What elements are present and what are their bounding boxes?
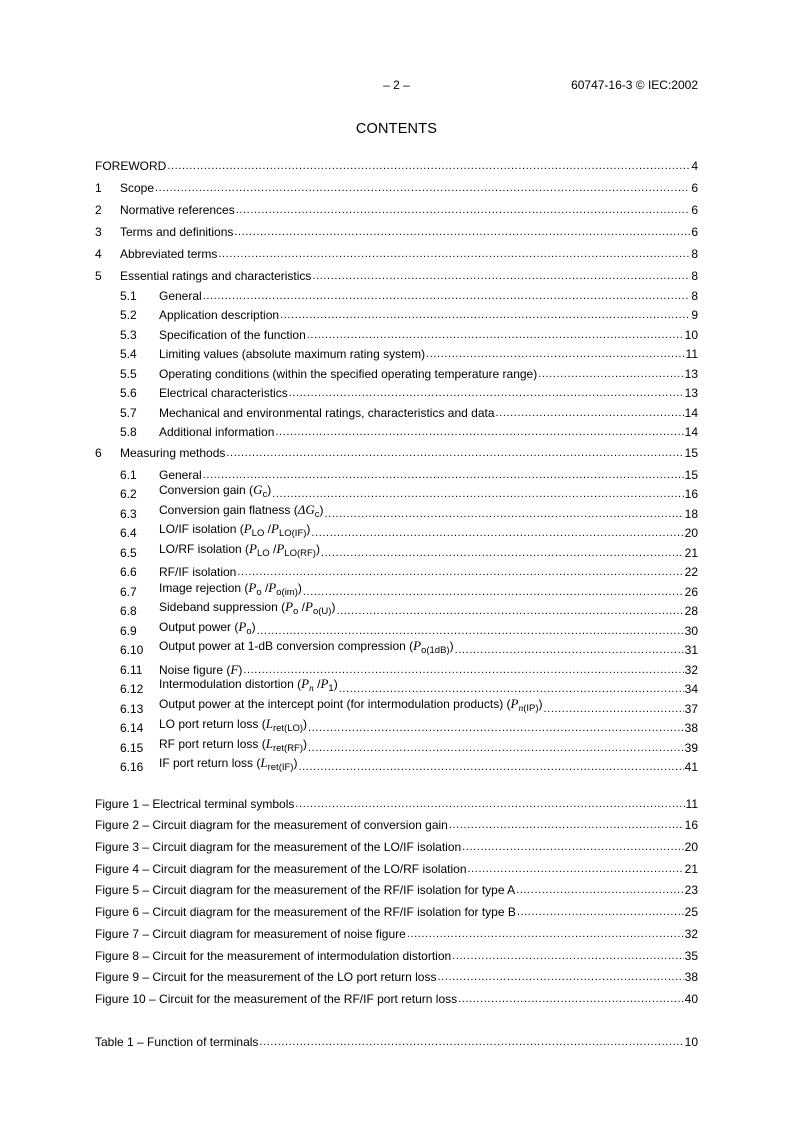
figure-entry[interactable] bbox=[95, 964, 698, 986]
toc-entry-label: Abbreviated terms bbox=[120, 247, 218, 261]
toc-entry-page: 13 bbox=[684, 386, 698, 400]
toc-entry-label: Additional information bbox=[159, 425, 275, 439]
toc-entry-number: 5.2 bbox=[120, 308, 137, 322]
dot-leader bbox=[516, 883, 683, 898]
dot-leader bbox=[155, 181, 690, 196]
toc-entry-page: 26 bbox=[684, 584, 698, 599]
toc-entry-number: 6.9 bbox=[120, 623, 137, 638]
figure-entry-label: Figure 10 – Circuit for the measurement of the RF/IF port return loss bbox=[95, 991, 458, 1006]
dot-leader bbox=[449, 818, 684, 833]
figure-entry-label: Figure 3 – Circuit diagram for the measurement of the LO/IF isolation bbox=[95, 840, 462, 855]
toc-entry-6-2[interactable] bbox=[95, 483, 698, 503]
dot-leader bbox=[538, 367, 683, 382]
toc-entry-page: 10 bbox=[684, 327, 698, 342]
toc-entry-page: 32 bbox=[684, 662, 698, 677]
dot-leader bbox=[257, 624, 684, 639]
toc-entry-page: 8 bbox=[691, 269, 698, 283]
toc-entry-number: 6.15 bbox=[120, 740, 144, 755]
figure-entry[interactable] bbox=[95, 877, 698, 899]
toc-entry-5-4[interactable] bbox=[95, 343, 698, 363]
table-entry[interactable] bbox=[95, 1034, 698, 1050]
toc-entry-page: 15 bbox=[684, 445, 698, 460]
toc-entry-1[interactable] bbox=[95, 174, 698, 196]
toc-entry-page: 9 bbox=[691, 308, 698, 322]
toc-entry-page: 6 bbox=[691, 225, 698, 239]
toc-entry-label: IF port return loss $(L_{ret(IF)})$ bbox=[159, 755, 298, 773]
dot-leader bbox=[407, 927, 684, 942]
toc-entry-number: 6.12 bbox=[120, 682, 144, 696]
toc-entry-label: RF port return loss $(L_{ret(RF)})$ bbox=[159, 735, 308, 754]
toc-entry-5-2[interactable] bbox=[95, 304, 698, 324]
dot-leader bbox=[280, 308, 690, 323]
page-header bbox=[95, 78, 698, 94]
figure-entry[interactable] bbox=[95, 985, 698, 1007]
dot-leader bbox=[272, 487, 683, 502]
toc-entry-number: 6.7 bbox=[120, 584, 137, 599]
dot-leader bbox=[275, 425, 683, 440]
toc-entry-page: 21 bbox=[684, 545, 698, 560]
toc-entry-5[interactable] bbox=[95, 262, 698, 284]
figure-entry-label: Figure 5 – Circuit diagram for the measurement of the RF/IF isolation for type A bbox=[95, 883, 516, 898]
toc-entry-page: 41 bbox=[684, 760, 698, 774]
figure-entry-page: 40 bbox=[684, 991, 698, 1006]
table-entry-label: Table 1 – Function of terminals bbox=[95, 1035, 259, 1049]
figure-entry[interactable] bbox=[95, 898, 698, 920]
dot-leader bbox=[517, 905, 684, 920]
dot-leader bbox=[237, 565, 683, 580]
toc-entry-5-5[interactable] bbox=[95, 362, 698, 382]
toc-entry-3[interactable] bbox=[95, 218, 698, 240]
toc-entry-label: Essential ratings and characteristics bbox=[120, 269, 312, 283]
toc-entry-page: 16 bbox=[684, 487, 698, 501]
toc-entry-page: 34 bbox=[684, 682, 698, 696]
figure-entry-page: 35 bbox=[684, 948, 698, 963]
toc-entry-6-7[interactable] bbox=[95, 580, 698, 600]
dot-leader bbox=[544, 702, 684, 717]
dot-leader bbox=[298, 760, 683, 775]
toc-entry-label: Electrical characteristics bbox=[159, 386, 288, 400]
toc-entry-label: Application description bbox=[159, 308, 280, 322]
figure-entry-label: Figure 4 – Circuit diagram for the measurement of the LO/RF isolation bbox=[95, 861, 467, 876]
toc-entry-label: Limiting values (absolute maximum rating system) bbox=[159, 347, 426, 361]
toc-entry-number: 6.2 bbox=[120, 487, 137, 501]
toc-entry-label: General bbox=[159, 288, 202, 303]
figure-entry-page: 21 bbox=[684, 861, 698, 876]
toc-entry-5-3[interactable] bbox=[95, 323, 698, 343]
dot-leader bbox=[426, 347, 684, 362]
toc-entry-number: 4 bbox=[95, 247, 102, 261]
dot-leader bbox=[303, 585, 684, 600]
toc-entry-6-5[interactable] bbox=[95, 541, 698, 561]
toc-entry-6-16[interactable] bbox=[95, 756, 698, 776]
dot-leader bbox=[259, 1035, 683, 1050]
dot-leader bbox=[312, 269, 690, 284]
toc-entry-foreword[interactable] bbox=[95, 152, 698, 174]
dot-leader bbox=[452, 949, 683, 964]
toc-entry-5-7[interactable] bbox=[95, 401, 698, 421]
toc-entry-number: 6.11 bbox=[120, 662, 143, 677]
dot-leader bbox=[325, 507, 684, 522]
toc-entry-number: 6.10 bbox=[120, 643, 144, 657]
toc-entry-page: 15 bbox=[684, 467, 698, 482]
toc-entry-label: Intermodulation distortion ($P_n$ $/P_1$) bbox=[159, 676, 338, 694]
toc-entry-5-1[interactable] bbox=[95, 284, 698, 304]
list-of-tables bbox=[95, 1034, 698, 1050]
toc-entry-label: LO/RF isolation ($P_{LO}$ $/P_{LO(RF)}$) bbox=[159, 540, 320, 559]
toc-entry-number: 6.13 bbox=[120, 701, 144, 716]
toc-entry-label: Noise figure (F) bbox=[159, 661, 243, 677]
toc-entry-number: 6.1 bbox=[120, 467, 137, 482]
toc-entry-number: 1 bbox=[95, 181, 102, 195]
figure-entry-page: 23 bbox=[684, 883, 698, 898]
toc-entry-6-9[interactable] bbox=[95, 619, 698, 639]
toc-entry-label: Image rejection ($P_o$ $/P_{o(im)}$) bbox=[159, 579, 302, 598]
dot-leader bbox=[295, 797, 684, 812]
toc-entry-number: 5.5 bbox=[120, 366, 137, 381]
figure-entry-page: 38 bbox=[684, 970, 698, 985]
dot-leader bbox=[458, 992, 683, 1007]
dot-leader bbox=[167, 159, 690, 174]
toc-entry-number: 2 bbox=[95, 203, 102, 217]
figure-entry-label: Figure 1 – Electrical terminal symbols bbox=[95, 796, 295, 811]
toc-entry-number: 6.16 bbox=[120, 760, 144, 774]
toc-entry-page: 28 bbox=[684, 604, 698, 618]
figure-entry-page: 20 bbox=[684, 840, 698, 855]
dot-leader bbox=[468, 862, 684, 877]
page-title: CONTENTS bbox=[355, 121, 438, 137]
toc-entry-page: 31 bbox=[684, 643, 698, 657]
toc-entry-page: 6 bbox=[691, 203, 698, 217]
figure-entry[interactable] bbox=[95, 855, 698, 877]
toc-entry-label: Output power at 1-dB conversion compression $(P_{o(1dB)})$ bbox=[159, 638, 454, 656]
toc-entry-page: 22 bbox=[684, 565, 698, 579]
toc-entry-page: 30 bbox=[684, 623, 698, 638]
toc-entry-number: 5.6 bbox=[120, 386, 137, 400]
toc-entry-label: LO port return loss $(L_{ret(LO)})$ bbox=[159, 716, 308, 734]
toc-entry-number: 5.1 bbox=[120, 288, 137, 303]
toc-entry-page: 8 bbox=[691, 288, 698, 303]
toc-entry-6-6[interactable] bbox=[95, 561, 698, 581]
toc-entry-number: 6.14 bbox=[120, 721, 144, 735]
toc-entry-label: Conversion gain flatness $(\Delta G_c)$ bbox=[159, 501, 324, 520]
toc-entry-number: 5.8 bbox=[120, 425, 137, 439]
toc-entry-page: 13 bbox=[684, 366, 698, 381]
toc-entry-page: 20 bbox=[684, 526, 698, 540]
list-of-figures bbox=[95, 790, 698, 1007]
toc-entry-page: 38 bbox=[684, 721, 698, 735]
toc-entry-label: Specification of the function bbox=[159, 327, 306, 342]
toc-entry-page: 6 bbox=[691, 181, 698, 195]
dot-leader bbox=[203, 289, 691, 304]
dot-leader bbox=[236, 203, 691, 218]
toc-entry-page: 37 bbox=[684, 701, 698, 716]
toc-entry-6-10[interactable] bbox=[95, 639, 698, 659]
toc-entry-6-4[interactable] bbox=[95, 522, 698, 542]
figure-entry[interactable] bbox=[95, 790, 698, 812]
toc-entry-2[interactable] bbox=[95, 196, 698, 218]
toc-entry-5-8[interactable] bbox=[95, 421, 698, 441]
dot-leader bbox=[307, 328, 684, 343]
toc-entry-page: 14 bbox=[684, 425, 698, 439]
dot-leader bbox=[203, 468, 684, 483]
dot-leader bbox=[218, 247, 690, 262]
toc-entry-number: 5 bbox=[95, 269, 102, 283]
figure-entry-page: 32 bbox=[684, 926, 698, 941]
figure-entry[interactable] bbox=[95, 920, 698, 942]
toc-entry-6-13[interactable] bbox=[95, 697, 698, 717]
figure-entry[interactable] bbox=[95, 812, 698, 834]
figure-entry-label: Figure 8 – Circuit for the measurement of intermodulation distortion bbox=[95, 948, 452, 963]
toc-entry-6-1[interactable] bbox=[95, 461, 698, 483]
toc-entry-label: Sideband suppression ($P_o$ $/P_{o(U)}$) bbox=[159, 599, 336, 617]
toc-sections bbox=[95, 152, 698, 775]
toc-entry-number: 5.7 bbox=[120, 405, 137, 420]
document-id: 60747-16-3 © IEC:2002 bbox=[571, 78, 698, 92]
toc-entry-page: 14 bbox=[684, 405, 698, 420]
toc-entry-label: LO/IF isolation ($P_{LO}$ $/P_{LO(IF)}$) bbox=[159, 521, 311, 539]
toc-entry-6[interactable] bbox=[95, 440, 698, 461]
figure-entry-label: Figure 7 – Circuit diagram for measurement of noise figure bbox=[95, 926, 406, 941]
toc-entry-6-14[interactable] bbox=[95, 717, 698, 737]
toc-entry-5-6[interactable] bbox=[95, 382, 698, 402]
toc-entry-label: Output power at the intercept point (for intermodulation products) $(P_{n(IP)})$ bbox=[159, 695, 543, 714]
dot-leader bbox=[234, 225, 690, 240]
toc-entry-label: Operating conditions (within the specified operating temperature range) bbox=[159, 366, 538, 381]
dot-leader bbox=[321, 546, 684, 561]
toc-entry-number: 5.4 bbox=[120, 347, 137, 361]
dot-leader bbox=[308, 721, 684, 736]
dot-leader bbox=[496, 406, 684, 421]
toc-entry-number: 6.5 bbox=[120, 545, 137, 560]
figure-entry-page: 25 bbox=[684, 905, 698, 920]
figure-entry-label: Figure 6 – Circuit diagram for the measurement of the RF/IF isolation for type B bbox=[95, 905, 516, 920]
toc-entry-label: Scope bbox=[120, 181, 155, 195]
toc-entry-page: 39 bbox=[684, 740, 698, 755]
dot-leader bbox=[462, 840, 683, 855]
toc-entry-number: 6.8 bbox=[120, 604, 137, 618]
toc-entry-page: 18 bbox=[684, 506, 698, 521]
toc-entry-label: Normative references bbox=[120, 203, 235, 217]
figure-entry-label: Figure 2 – Circuit diagram for the measurement of conversion gain bbox=[95, 818, 448, 833]
figure-entry-page: 11 bbox=[685, 796, 698, 811]
toc-entry-label: FOREWORD bbox=[95, 159, 167, 173]
toc-entry-number: 6 bbox=[95, 445, 102, 460]
toc-entry-6-8[interactable] bbox=[95, 600, 698, 620]
toc-entry-label: Mechanical and environmental ratings, characteristics and data bbox=[159, 405, 495, 420]
figure-entry[interactable] bbox=[95, 942, 698, 964]
toc-entry-number: 6.6 bbox=[120, 565, 137, 579]
toc-entry-page: 8 bbox=[691, 247, 698, 261]
dot-leader bbox=[289, 386, 684, 401]
dot-leader bbox=[226, 446, 683, 461]
toc-entry-number: 6.3 bbox=[120, 506, 137, 521]
toc-entry-number: 3 bbox=[95, 225, 102, 239]
toc-entry-6-15[interactable] bbox=[95, 736, 698, 756]
figure-entry-label: Figure 9 – Circuit for the measurement of the LO port return loss bbox=[95, 970, 437, 985]
toc-entry-label: Conversion gain $(G_c)$ bbox=[159, 482, 272, 500]
dot-leader bbox=[455, 643, 684, 658]
toc-entry-page: 11 bbox=[685, 347, 698, 361]
table-entry-page: 10 bbox=[684, 1035, 698, 1049]
toc-entry-6-11[interactable] bbox=[95, 658, 698, 678]
toc-entry-6-3[interactable] bbox=[95, 502, 698, 522]
page-number: – 2 – bbox=[383, 78, 410, 92]
toc-entry-label: Terms and definitions bbox=[120, 225, 234, 239]
dot-leader bbox=[308, 741, 684, 756]
figure-entry[interactable] bbox=[95, 833, 698, 855]
toc-entry-4[interactable] bbox=[95, 240, 698, 262]
dot-leader bbox=[437, 970, 683, 985]
dot-leader bbox=[336, 604, 683, 619]
toc-entry-label: Output power $(P_o)$ bbox=[159, 618, 256, 637]
toc-entry-number: 6.4 bbox=[120, 526, 137, 540]
toc-entry-label: Measuring methods bbox=[120, 445, 226, 460]
toc-entry-label: General bbox=[159, 467, 202, 482]
figure-entry-page: 16 bbox=[684, 818, 698, 833]
toc-entry-label: RF/IF isolation bbox=[159, 565, 237, 579]
toc-entry-number: 5.3 bbox=[120, 327, 137, 342]
toc-entry-6-12[interactable] bbox=[95, 678, 698, 698]
toc-entry-page: 4 bbox=[691, 159, 698, 173]
dot-leader bbox=[311, 526, 683, 541]
